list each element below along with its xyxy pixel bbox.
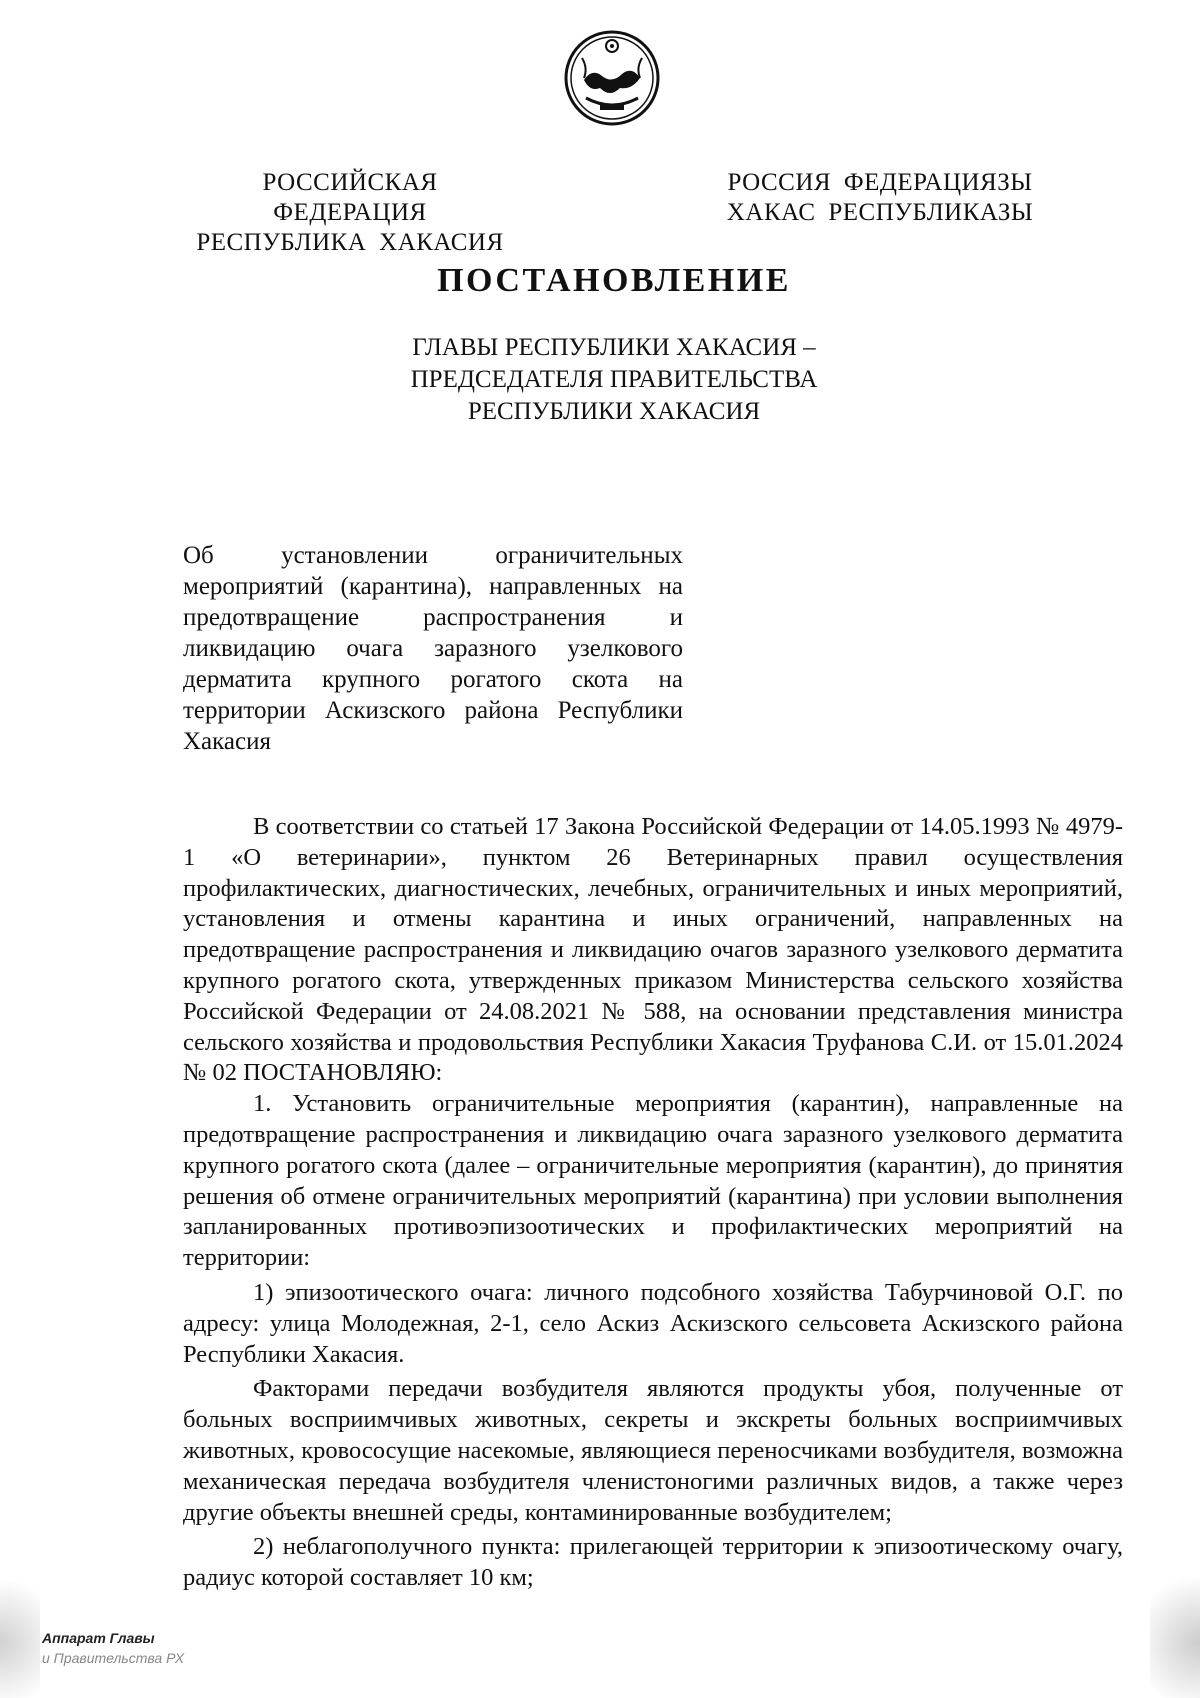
body-paragraph-transmission-factors: Факторами передачи возбудителя являются продукты убоя, полученные от больных восприимчивых животных, секреты и экскреты больных восприимчивых животных, кровососущие насекомые, являющиеся переносчиками возбудителя, возможна механическая передача возбудителя членистоногими различных видов, а также через другие объекты внешней среды, контаминированные возбудителем;	[183, 1375, 1123, 1526]
issuer-line-2: ПРЕДСЕДАТЕЛЯ ПРАВИТЕЛЬСТВА	[410, 366, 818, 393]
header-right-line-1: РОССИЯ ФЕДЕРАЦИЯЗЫ	[727, 169, 1033, 196]
document-subject	[183, 540, 683, 757]
header-right-block	[722, 168, 1038, 228]
header-left-line-1: РОССИЙСКАЯ ФЕДЕРАЦИЯ	[262, 169, 438, 226]
header-right-line-2: ХАКАС РЕСПУБЛИКАЗЫ	[726, 199, 1034, 226]
registration-stamp	[42, 1628, 184, 1668]
body-paragraph-preamble: В соответствии со статьей 17 Закона Российской Федерации от 14.05.1993 № 4979-1 «О ветеринарии», пунктом 26 Ветеринарных правил осуществления профилактических, диагностических, лечебных, ограничительных и иных мероприятий, установления и отмены карантина и иных ограничений, направленных на предотвращение распространения и ликвидацию очагов заразного узелкового дерматита крупного рогатого скота, утвержденных приказом Министерства сельского хозяйства Российской Федерации от 24.08.2021 № 588, на основании представления министра сельского хозяйства и продовольствия Республики Хакасия Труфанова С.И. от 15.01.2024 № 02 ПОСТАНОВЛЯЮ:	[183, 813, 1123, 1087]
header-left-block	[180, 168, 520, 258]
scan-noise-right	[1150, 1560, 1200, 1698]
issuer-line-1: ГЛАВЫ РЕСПУБЛИКИ ХАКАСИЯ –	[412, 334, 816, 361]
document-body	[183, 812, 1123, 1594]
scan-noise-left	[0, 1560, 40, 1698]
stamp-line-2: и Правительства РХ	[42, 1650, 185, 1666]
document-type-title: ПОСТАНОВЛЕНИЕ	[437, 262, 791, 299]
stamp-line-1: Аппарат Главы	[42, 1630, 155, 1646]
subject-last-line: Хакасия	[183, 728, 271, 755]
issuer-block	[0, 332, 1200, 428]
header-left-line-2: РЕСПУБЛИКА ХАКАСИЯ	[196, 229, 504, 256]
body-paragraph-subitem-2: 2) неблагополучного пункта: прилегающей территории к эпизоотическому очагу, радиус которой составляет 10 км;	[183, 1533, 1123, 1592]
coat-of-arms-emblem	[562, 28, 662, 128]
body-paragraph-subitem-1: 1) эпизоотического очага: личного подсобного хозяйства Табурчиновой О.Г. по адресу: улица Молодежная, 2-1, село Аскиз Аскизского сельсовета Аскизского района Республики Хакасия.	[183, 1278, 1123, 1368]
subject-text: Об установлении ограничительных мероприятий (карантина), направленных на предотвращение распространения и ликвидацию очага заразного узелкового дерматита крупного рогатого скота на территории Аскизского района Республики	[183, 542, 683, 724]
body-paragraph-item-1: 1. Установить ограничительные мероприятия (карантин), направленные на предотвращение распространения и ликвидацию очага заразного узелкового дерматита крупного рогатого скота (далее – ограничительные мероприятия (карантин), до принятия решения об отмене ограничительных мероприятий (карантина) при условии выполнения запланированных противоэпизоотических и профилактических мероприятий на территории:	[183, 1090, 1123, 1272]
issuer-line-3: РЕСПУБЛИКИ ХАКАСИЯ	[467, 398, 761, 425]
